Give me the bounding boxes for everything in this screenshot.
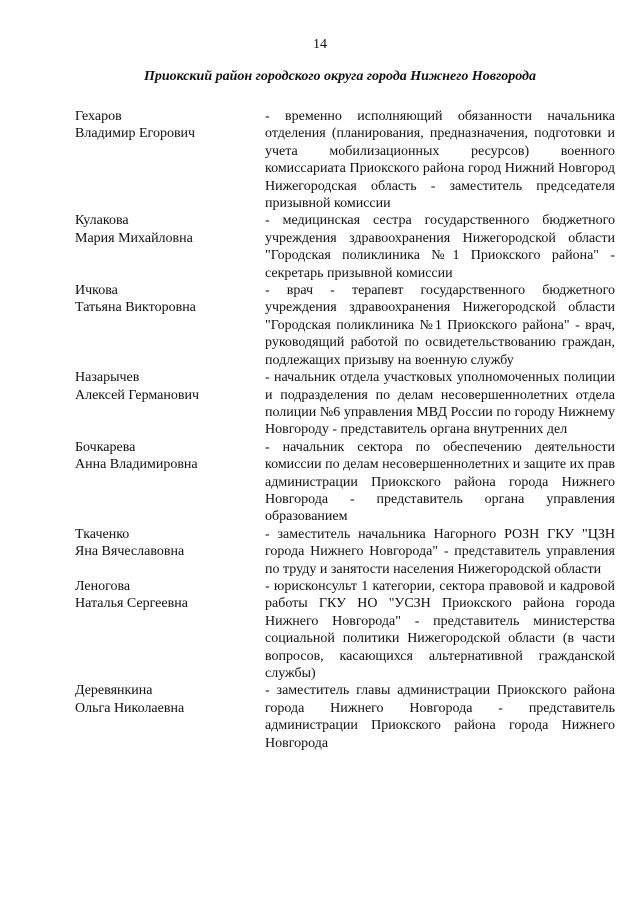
member-given-name: Ольга Николаевна: [75, 700, 185, 716]
member-surname: Назарычев: [75, 370, 140, 386]
member-role: - заместитель начальника Нагорного РОЗН ГКУ "ЦЗН города Нижнего Новгорода" - представитель управления по труду и занятости населения Нижегородской области: [265, 526, 615, 577]
member-row: [75, 282, 615, 369]
member-role: - врач - терапевт государственного бюджетного учреждения здравоохранения Нижегородской области "Городская поликлиника №1 Приокского района" - врач, руководящий работой по освидетельствованию граждан, подлежащих призыву на военную службу: [265, 283, 615, 368]
member-role: - начальник сектора по обеспечению деятельности комиссии по делам несовершеннолетних и защите их прав администрации Приокского района города Нижнего Новгорода - представитель органа управления образованием: [265, 439, 615, 525]
member-role: - юрисконсульт 1 категории, сектора правовой и кадровой работы ГКУ НО "УСЗН Приокского района города Нижнего Новгорода" - представитель министерства социальной политики Нижегородской области (в части вопросов, касающихся альтернативной гражданской службы): [265, 578, 615, 681]
member-given-name: Татьяна Викторовна: [75, 300, 196, 316]
member-role: - временно исполняющий обязанности начальника отделения (планирования, предназначения, подготовки и учета мобилизационных ресурсов) военного комиссариата Приокского района город Нижний Новгород Нижегородская область - заместитель председателя призывной комиссии: [265, 109, 615, 212]
member-row: [75, 212, 615, 282]
commission-members-list: [75, 108, 615, 752]
member-name: [75, 369, 265, 439]
member-row: [75, 439, 615, 526]
member-row: [75, 526, 615, 578]
member-surname: Кулакова: [75, 213, 129, 229]
member-row: [75, 682, 615, 752]
member-given-name: Наталья Сергеевна: [75, 596, 188, 612]
member-name: [75, 439, 265, 526]
member-name: [75, 212, 265, 282]
member-given-name: Владимир Егорович: [75, 126, 196, 142]
member-row: [75, 578, 615, 682]
member-name: [75, 282, 265, 369]
member-role: - медицинская сестра государственного бюджетного учреждения здравоохранения Нижегородской области "Городская поликлиника №1 Приокского района" - секретарь призывной комиссии: [265, 213, 615, 281]
page-number: 14: [313, 37, 327, 52]
member-surname: Гехаров: [75, 109, 122, 124]
member-surname: Леногова: [75, 578, 131, 594]
member-surname: Деревянкина: [75, 683, 153, 699]
member-name: [75, 526, 265, 578]
member-name: [75, 578, 265, 682]
member-given-name: Алексей Германович: [75, 387, 199, 403]
member-given-name: Яна Вячеславовна: [75, 544, 185, 560]
member-surname: Ткаченко: [75, 526, 130, 542]
member-given-name: Анна Владимировна: [75, 457, 198, 473]
member-name: [75, 682, 265, 752]
member-role: - заместитель главы администрации Приокского района города Нижнего Новгорода - представитель администрации Приокского района города Нижнего Новгорода: [265, 683, 615, 751]
member-row: [75, 108, 615, 212]
member-given-name: Мария Михайловна: [75, 230, 193, 246]
member-row: [75, 369, 615, 439]
member-name: [75, 108, 265, 212]
section-title: Приокский район городского округа города Нижнего Новгорода: [143, 69, 536, 84]
member-role: - начальник отдела участковых уполномоченных полиции и подразделения по делам несовершеннолетних отдела полиции №6 управления МВД России по городу Нижнему Новгороду - представитель органа внутренних дел: [265, 370, 615, 438]
member-surname: Ичкова: [75, 283, 118, 299]
member-surname: Бочкарева: [75, 439, 136, 455]
